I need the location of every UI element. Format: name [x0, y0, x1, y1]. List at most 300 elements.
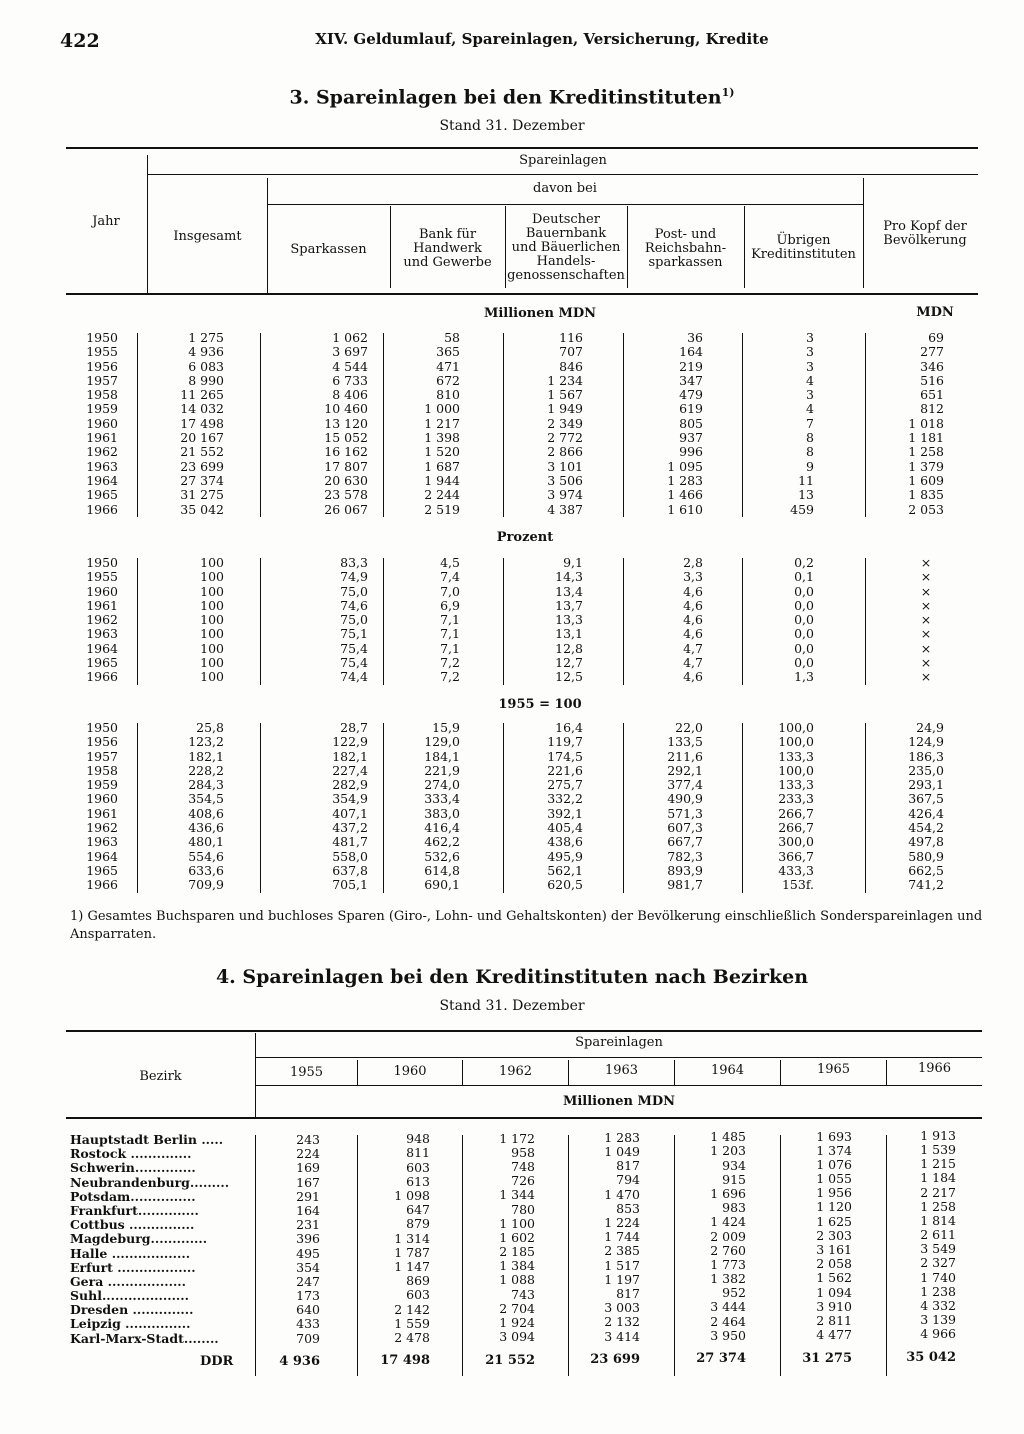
header-pro-kopf: Pro Kopf der Bevölkerung — [883, 219, 967, 248]
cell: 1 203 — [710, 1143, 746, 1159]
bezirk-name: Frankfurt.............. — [70, 1203, 199, 1218]
cell: 454,2 — [908, 820, 944, 836]
cell: 782,3 — [667, 848, 703, 864]
column-uebrige — [744, 721, 814, 893]
cell: 1 567 — [547, 387, 583, 403]
table4-stand: Stand 31. Dezember — [439, 998, 585, 1014]
cell: 1963 — [86, 458, 118, 474]
cell: 383,0 — [424, 805, 460, 821]
cell: 416,4 — [424, 820, 460, 836]
cell: 219 — [679, 358, 703, 374]
cell: 0,2 — [794, 555, 814, 570]
bezirk-name: Gera .................. — [70, 1274, 186, 1289]
cell: × — [920, 569, 932, 585]
cell: 516 — [920, 372, 944, 388]
cell: 8 — [806, 444, 814, 460]
cell: 869 — [406, 1273, 430, 1289]
table3-title — [0, 86, 1024, 108]
cell: 75,4 — [340, 640, 368, 656]
year-column — [550, 1131, 640, 1344]
ddr-total: 21 552 — [485, 1352, 535, 1368]
cell: 2,8 — [683, 555, 703, 570]
cell: 20 167 — [180, 430, 224, 446]
cell: 1962 — [86, 820, 118, 836]
cell: 164 — [296, 1202, 320, 1218]
cell: 1 559 — [394, 1315, 430, 1331]
cell: 1 374 — [816, 1142, 852, 1158]
cell: 1957 — [86, 748, 118, 764]
cell: 1 485 — [710, 1129, 746, 1145]
year-column — [866, 1129, 956, 1342]
cell: 2 478 — [394, 1329, 430, 1345]
cell: 2 009 — [710, 1228, 746, 1244]
cell: 1 609 — [908, 472, 944, 488]
bezirk-names — [70, 1133, 248, 1346]
cell: 1 224 — [604, 1215, 640, 1231]
cell: 74,9 — [340, 569, 368, 585]
cell: 36 — [687, 330, 703, 345]
cell: 9 — [806, 458, 814, 474]
table4-rule-years — [256, 1085, 982, 1086]
cell: 6 733 — [332, 372, 368, 388]
cell: 26 067 — [324, 501, 368, 517]
cell: 14 032 — [180, 401, 224, 417]
column-divider — [137, 558, 138, 685]
cell: 1956 — [86, 734, 118, 750]
cell: 291 — [296, 1188, 320, 1204]
cell: 1959 — [86, 777, 118, 793]
cell: 915 — [722, 1171, 746, 1187]
cell: 164 — [679, 344, 703, 360]
cell: 672 — [436, 372, 460, 388]
cell: × — [920, 669, 932, 685]
cell: 1 687 — [424, 458, 460, 474]
cell: 1 215 — [920, 1156, 956, 1172]
column-prokopf — [864, 721, 944, 893]
cell: 173 — [296, 1288, 320, 1304]
cell: 25,8 — [196, 720, 224, 735]
cell: 100,0 — [778, 762, 814, 778]
cell: 0,0 — [794, 597, 814, 613]
cell: 893,9 — [667, 862, 703, 878]
cell: 233,3 — [778, 791, 814, 807]
cell: 1965 — [86, 862, 118, 878]
column-divider — [780, 1135, 781, 1376]
cell: 2 811 — [816, 1312, 852, 1328]
year-header: 1960 — [393, 1064, 427, 1080]
cell: 794 — [616, 1172, 640, 1188]
cell: 4 936 — [188, 344, 224, 360]
cell: 2 132 — [604, 1314, 640, 1330]
cell: 284,3 — [188, 777, 224, 793]
cell: 169 — [296, 1160, 320, 1176]
cell: 1 234 — [547, 372, 583, 388]
cell: × — [920, 583, 932, 599]
cell: 958 — [511, 1144, 535, 1160]
cell: 3,3 — [683, 569, 703, 585]
cell: 495,9 — [547, 848, 583, 864]
cell: 4,6 — [683, 597, 703, 613]
column-divider — [865, 723, 866, 893]
cell: 3 101 — [547, 458, 583, 474]
cell: 333,4 — [424, 791, 460, 807]
column-bauern — [505, 556, 583, 685]
year-header: 1963 — [604, 1063, 639, 1079]
cell: 705,1 — [332, 877, 368, 893]
year-column — [445, 1132, 535, 1345]
column-jahr — [66, 556, 118, 685]
cell: 182,1 — [188, 748, 224, 764]
cell: 27 374 — [180, 472, 224, 488]
cell: 11 — [798, 472, 814, 488]
cell: 332,2 — [547, 791, 583, 807]
cell: 1 398 — [424, 430, 460, 446]
cell: 266,7 — [778, 820, 814, 836]
cell: 812 — [920, 401, 944, 417]
cell: 1 610 — [667, 501, 703, 517]
cell: 396 — [296, 1231, 320, 1247]
cell: 709,9 — [188, 877, 224, 893]
cell: 221,6 — [547, 762, 583, 778]
cell: 4 332 — [920, 1298, 956, 1314]
column-uebrige — [744, 331, 814, 517]
table3-top-rule — [66, 147, 978, 149]
cell: 3 003 — [604, 1300, 640, 1316]
cell: 100 — [200, 655, 224, 671]
cell: × — [920, 655, 932, 671]
cell: 1966 — [86, 669, 118, 685]
column-uebrige — [744, 556, 814, 685]
column-divider — [260, 558, 261, 685]
column-divider — [865, 558, 866, 685]
cell: 1 314 — [394, 1230, 430, 1246]
cell: 8 406 — [332, 387, 368, 403]
cell: 186,3 — [908, 748, 944, 764]
cell: 490,9 — [667, 791, 703, 807]
cell: 7,2 — [440, 655, 460, 671]
cell: 21 552 — [180, 444, 224, 460]
column-prokopf — [864, 331, 944, 517]
column-divider — [260, 723, 261, 893]
column-divider — [674, 1135, 675, 1376]
cell: 23 699 — [180, 458, 224, 474]
cell: 0,0 — [794, 612, 814, 628]
cell: 1,3 — [794, 669, 814, 685]
cell: 1 520 — [424, 444, 460, 460]
year-header: 1965 — [816, 1062, 851, 1077]
cell: 17 807 — [324, 458, 368, 474]
cell: 667,7 — [667, 834, 703, 850]
cell: 16,4 — [555, 720, 583, 735]
cell: 17 498 — [180, 415, 224, 431]
cell: 817 — [616, 1285, 640, 1301]
column-divider — [383, 558, 384, 685]
cell: 129,0 — [424, 734, 460, 750]
cell: 640 — [296, 1302, 320, 1318]
bezirk-name: Rostock .............. — [70, 1147, 192, 1162]
cell: 2 185 — [499, 1244, 535, 1260]
cell: 274,0 — [424, 777, 460, 793]
cell: 1 382 — [710, 1271, 746, 1287]
column-insgesamt — [148, 721, 224, 893]
cell: 1956 — [86, 358, 118, 374]
cell: 1961 — [86, 430, 118, 446]
cell: 1961 — [86, 805, 118, 821]
cell: 12,5 — [555, 669, 583, 685]
cell: 4,6 — [683, 626, 703, 642]
cell: 1955 — [86, 344, 118, 360]
table4-header-bottom-rule — [66, 1117, 982, 1119]
cell: 174,5 — [547, 748, 583, 764]
cell: 996 — [679, 444, 703, 460]
cell: 7 — [806, 415, 814, 431]
table3-rule-davon — [267, 204, 863, 205]
cell: 247 — [296, 1273, 320, 1289]
bezirk-name: Magdeburg............. — [70, 1232, 208, 1247]
cell: 377,4 — [667, 777, 703, 793]
cell: 2 349 — [547, 415, 583, 431]
cell: 1 944 — [424, 472, 460, 488]
year-header: 1962 — [498, 1063, 533, 1079]
cell: 7,1 — [440, 626, 460, 642]
cell: 346 — [920, 358, 944, 374]
cell: 934 — [722, 1157, 746, 1173]
unit-index: 1955 = 100 — [498, 697, 582, 712]
table3-header-bottom-rule — [66, 293, 978, 295]
footnote: 1) Gesamtes Buchsparen und buchloses Sparen (Giro-, Lohn- und Gehaltskonten) der Bevölkerung einschließlich Sonderspareinlagen und Ansparraten. — [70, 909, 983, 942]
table4-title: 4. Spareinlagen bei den Kreditinstituten nach Bezirken — [215, 966, 809, 988]
cell: 1 744 — [604, 1229, 640, 1245]
bezirk-name: Hauptstadt Berlin ..... — [70, 1133, 224, 1147]
cell: 100 — [200, 555, 224, 570]
column-post — [627, 721, 703, 893]
cell: 235,0 — [908, 762, 944, 778]
column-divider — [503, 333, 504, 517]
cell: 133,3 — [778, 777, 814, 793]
cell: 69 — [928, 330, 944, 345]
cell: 1 384 — [499, 1258, 535, 1274]
cell: 1960 — [86, 583, 118, 599]
cell: 4,7 — [683, 655, 703, 671]
column-divider — [623, 333, 624, 517]
column-divider — [742, 333, 743, 517]
cell: 879 — [406, 1216, 430, 1232]
cell: 277 — [920, 344, 944, 360]
cell: 1 275 — [188, 330, 224, 345]
cell: 347 — [679, 372, 703, 388]
cell: 133,5 — [667, 734, 703, 750]
cell: 74,6 — [340, 597, 368, 613]
table4-unit: Millionen MDN — [562, 1094, 676, 1109]
cell: 100 — [200, 612, 224, 628]
cell: 4 — [806, 372, 814, 388]
table3-stand: Stand 31. Dezember — [439, 118, 585, 134]
cell: 1 924 — [499, 1315, 535, 1331]
cell: 408,6 — [188, 805, 224, 821]
cell: 1 217 — [424, 415, 460, 431]
cell: × — [920, 626, 932, 642]
header-bank: Bank für Handwerk und Gewerbe — [403, 227, 492, 270]
cell: 937 — [679, 430, 703, 446]
cell: 75,0 — [340, 612, 368, 628]
cell: 1 283 — [604, 1129, 640, 1145]
cell: 4,6 — [683, 583, 703, 599]
cell: 24,9 — [916, 720, 944, 735]
column-jahr — [66, 721, 118, 893]
cell: 13,7 — [555, 597, 583, 613]
cell: 22,0 — [675, 720, 703, 735]
cell: 619 — [679, 401, 703, 417]
cell: 3 444 — [710, 1299, 746, 1315]
cell: 231 — [296, 1217, 320, 1233]
cell: 1 835 — [908, 487, 944, 503]
cell: 1 696 — [710, 1185, 746, 1201]
cell: 580,9 — [908, 848, 944, 864]
cell: 365 — [436, 344, 460, 360]
cell: 392,1 — [547, 805, 583, 821]
cell: 748 — [511, 1158, 535, 1174]
cell: 1 000 — [424, 401, 460, 417]
cell: 9,1 — [563, 555, 583, 570]
cell: 2 704 — [499, 1300, 535, 1316]
cell: 14,3 — [555, 569, 583, 585]
bezirk-name: Neubrandenburg......... — [70, 1175, 230, 1190]
cell: 1962 — [86, 612, 118, 628]
cell: 981,7 — [667, 877, 703, 893]
cell: 4 387 — [547, 501, 583, 517]
cell: 74,4 — [340, 669, 368, 685]
unit-prozent: Prozent — [496, 530, 554, 545]
cell: 182,1 — [332, 748, 368, 764]
cell: 1 172 — [499, 1130, 535, 1146]
cell: 184,1 — [424, 748, 460, 764]
cell: 1964 — [86, 848, 118, 864]
cell: 1 018 — [908, 415, 944, 431]
cell: 3 161 — [816, 1242, 852, 1257]
cell: 1 379 — [908, 458, 944, 474]
cell: 497,8 — [908, 834, 944, 850]
cell: 228,2 — [188, 762, 224, 778]
cell: 647 — [406, 1202, 430, 1218]
cell: 153f. — [781, 877, 814, 893]
cell: 1966 — [86, 501, 118, 517]
cell: 1 949 — [547, 401, 583, 417]
cell: 433,3 — [778, 862, 814, 878]
cell: 1960 — [86, 791, 118, 807]
cell: 846 — [559, 358, 583, 374]
year-column — [656, 1130, 746, 1343]
cell: 266,7 — [778, 805, 814, 821]
cell: 1 088 — [499, 1272, 535, 1288]
cell: 1 258 — [908, 444, 944, 460]
cell: 433 — [296, 1316, 320, 1332]
cell: 1 184 — [920, 1170, 956, 1186]
cell: 603 — [406, 1287, 430, 1303]
cell: 8 990 — [188, 372, 224, 388]
cell: 805 — [679, 415, 703, 431]
column-divider — [742, 723, 743, 893]
cell: 0,0 — [794, 583, 814, 599]
cell: 2 244 — [424, 487, 460, 503]
cell: 1 062 — [332, 330, 368, 345]
column-sparkassen — [268, 556, 368, 685]
cell: 811 — [406, 1145, 430, 1161]
cell: 16 162 — [324, 444, 368, 460]
column-divider — [503, 558, 504, 685]
cell: 4,6 — [683, 669, 703, 685]
chapter-title: XIV. Geldumlauf, Spareinlagen, Versicherung, Kredite — [315, 30, 769, 48]
cell: 0,0 — [794, 626, 814, 642]
cell: 2 385 — [604, 1243, 640, 1259]
column-insgesamt — [148, 556, 224, 685]
bezirk-name: Dresden .............. — [70, 1303, 194, 1318]
cell: 1 120 — [816, 1199, 852, 1215]
ddr-label: DDR — [200, 1354, 234, 1369]
page-number: 422 — [60, 30, 100, 52]
bezirk-name: Leipzig ............... — [70, 1317, 191, 1332]
cell: 1 238 — [920, 1283, 956, 1299]
bezirk-name: Karl-Marx-Stadt........ — [70, 1331, 219, 1346]
cell: 1 049 — [604, 1144, 640, 1160]
cell: 2 142 — [394, 1301, 430, 1317]
cell: 4 966 — [920, 1326, 956, 1342]
cell: 459 — [790, 501, 814, 517]
cell: 1 562 — [816, 1270, 852, 1286]
cell: 4,6 — [683, 612, 703, 628]
table3-vline — [147, 155, 148, 293]
cell: 367,5 — [908, 791, 944, 807]
cell: 1958 — [86, 762, 118, 778]
cell: 31 275 — [180, 487, 224, 503]
column-prokopf — [880, 556, 972, 685]
cell: 471 — [436, 358, 460, 374]
column-sparkassen — [268, 331, 368, 517]
cell: 438,6 — [547, 834, 583, 850]
cell: 603 — [406, 1159, 430, 1175]
cell: 354,5 — [188, 791, 224, 807]
column-divider — [742, 558, 743, 685]
cell: 983 — [722, 1200, 746, 1216]
cell: 1950 — [86, 720, 118, 735]
cell: 282,9 — [332, 777, 368, 793]
cell: 662,5 — [908, 862, 944, 878]
cell: 4 — [806, 401, 814, 417]
cell: 119,7 — [547, 734, 583, 750]
cell: 224 — [296, 1146, 320, 1162]
cell: 1963 — [86, 834, 118, 850]
cell: 1964 — [86, 640, 118, 656]
header-sparkassen: Sparkassen — [290, 242, 367, 257]
cell: 15 052 — [324, 430, 368, 446]
cell: 75,4 — [340, 655, 368, 671]
cell: 167 — [296, 1174, 320, 1190]
cell: 13,1 — [555, 626, 583, 642]
cell: 1 181 — [908, 430, 944, 446]
cell: 1960 — [86, 415, 118, 431]
cell: 0,1 — [794, 569, 814, 585]
column-divider — [623, 558, 624, 685]
bezirk-name: Suhl.................... — [70, 1289, 189, 1304]
cell: 3 094 — [499, 1329, 535, 1345]
cell: 3 974 — [547, 487, 583, 503]
cell: 123,2 — [188, 734, 224, 750]
cell: 75,0 — [340, 583, 368, 599]
header-bezirk: Bezirk — [139, 1069, 182, 1084]
cell: 3 139 — [920, 1312, 956, 1328]
cell: 221,9 — [424, 762, 460, 778]
cell: 13 120 — [324, 415, 368, 431]
table3-rule-spareinlagen — [148, 174, 978, 175]
